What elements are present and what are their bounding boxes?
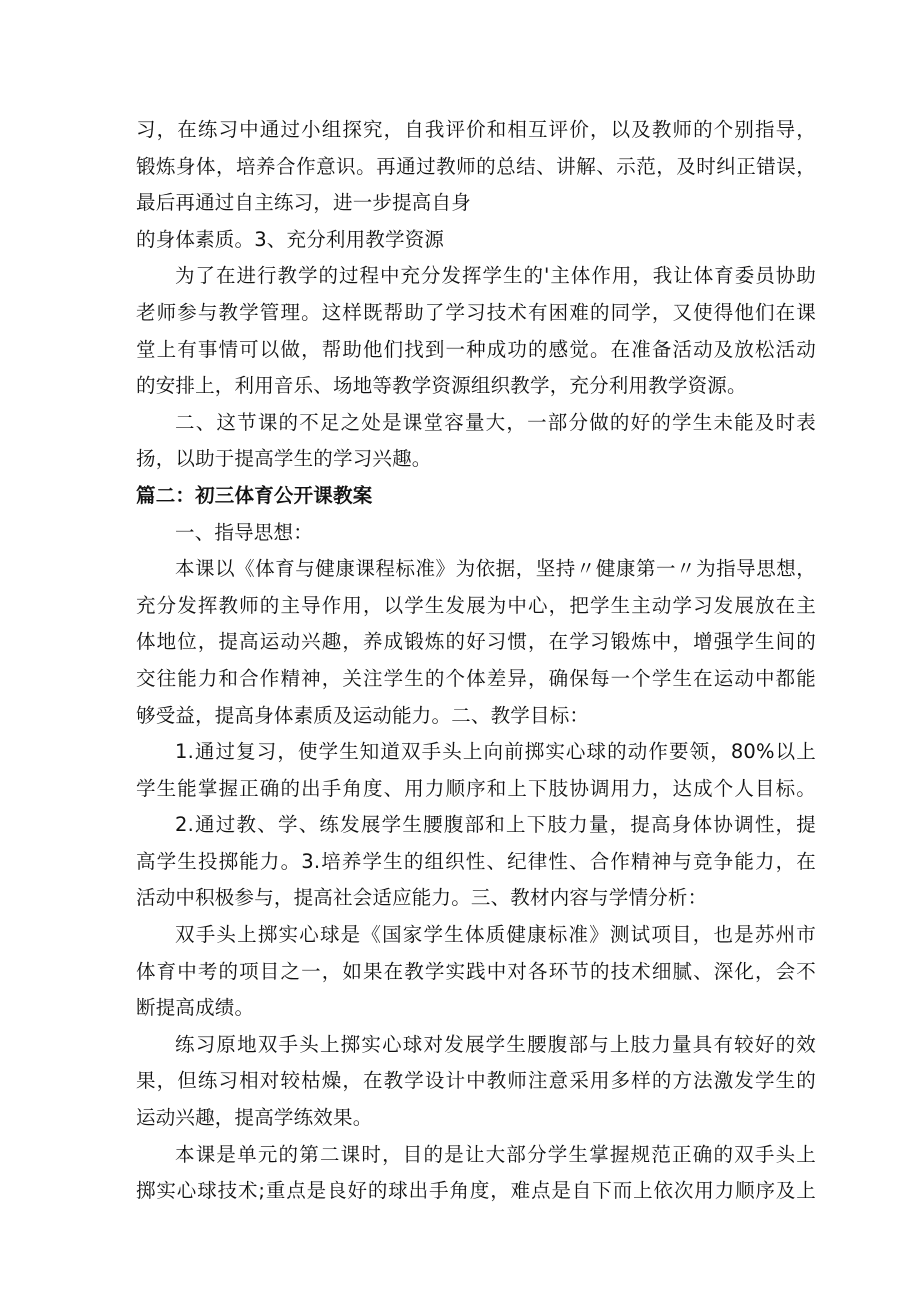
text-line: 本课是单元的第二课时，目的是让大部分学生掌握规范正确的双手头上 (175, 1142, 816, 1166)
text-line: 为了在进行教学的过程中充分发挥学生的'主体作用，我让体育委员协助 (175, 264, 816, 288)
text-line: 体育中考的项目之一，如果在教学实践中对各环节的技术细腻、深化，会不 (136, 959, 816, 983)
section-heading: 篇二：初三体育公开课教案 (136, 483, 373, 507)
text-line: 高学生投掷能力。3.培养学生的组织性、纪律性、合作精神与竞争能力，在 (136, 849, 816, 873)
text-line: 堂上有事情可以做，帮助他们找到一种成功的感觉。在准备活动及放松活动 (136, 337, 816, 361)
text-line: 断提高成绩。 (136, 996, 255, 1020)
text-line: 体地位，提高运动兴趣，养成锻炼的好习惯，在学习锻炼中，增强学生间的 (136, 630, 816, 654)
text-line: 果，但练习相对较枯燥，在教学设计中教师注意采用多样的方法激发学生的 (136, 1069, 816, 1093)
text-line: 1.通过复习，使学生知道双手头上向前掷实心球的动作要领，80%以上 (175, 740, 816, 764)
text-line: 扬，以助于提高学生的学习兴趣。 (136, 447, 432, 471)
text-line: 练习原地双手头上掷实心球对发展学生腰腹部与上肢力量具有较好的效 (175, 1032, 816, 1056)
text-line: 2.通过教、学、练发展学生腰腹部和上下肢力量，提高身体协调性，提 (175, 813, 816, 837)
text-line: 够受益，提高身体素质及运动能力。二、教学目标： (136, 703, 590, 727)
text-line: 活动中积极参与，提高社会适应能力。三、教材内容与学情分析： (136, 886, 708, 910)
text-line: 老师参与教学管理。这样既帮助了学习技术有困难的同学，又使得他们在课 (136, 300, 816, 324)
text-line: 充分发挥教师的主导作用，以学生发展为中心，把学生主动学习发展放在主 (136, 593, 816, 617)
text-line: 本课以《体育与健康课程标准》为依据，坚持〃健康第一〃为指导思想， (175, 557, 816, 581)
text-line: 最后再通过自主练习，进一步提高自身 (136, 191, 471, 215)
text-line: 锻炼身体，培养合作意识。再通过教师的总结、讲解、示范，及时纠正错误， (136, 154, 816, 178)
text-line: 的身体素质。3、充分利用教学资源 (136, 227, 445, 251)
document-body (136, 112, 816, 1210)
text-line: 交往能力和合作精神，关注学生的个体差异，确保每一个学生在运动中都能 (136, 666, 816, 690)
text-line: 掷实心球技术;重点是良好的球出手角度，难点是自下而上依次用力顺序及上 (136, 1179, 816, 1203)
text-line: 二、这节课的不足之处是课堂容量大，一部分做的好的学生未能及时表 (175, 410, 816, 434)
text-line: 运动兴趣，提高学练效果。 (136, 1106, 373, 1130)
text-line: 习，在练习中通过小组探究，自我评价和相互评价，以及教师的个别指导， (136, 118, 816, 141)
text-line: 的安排上，利用音乐、场地等教学资源组织教学，充分利用教学资源。 (136, 374, 747, 398)
text-line: 双手头上掷实心球是《国家学生体质健康标准》测试项目，也是苏州市 (175, 923, 816, 947)
text-line: 学生能掌握正确的出手角度、用力顺序和上下肢协调用力，达成个人目标。 (136, 776, 816, 800)
text-line: 一、指导思想： (175, 520, 313, 544)
